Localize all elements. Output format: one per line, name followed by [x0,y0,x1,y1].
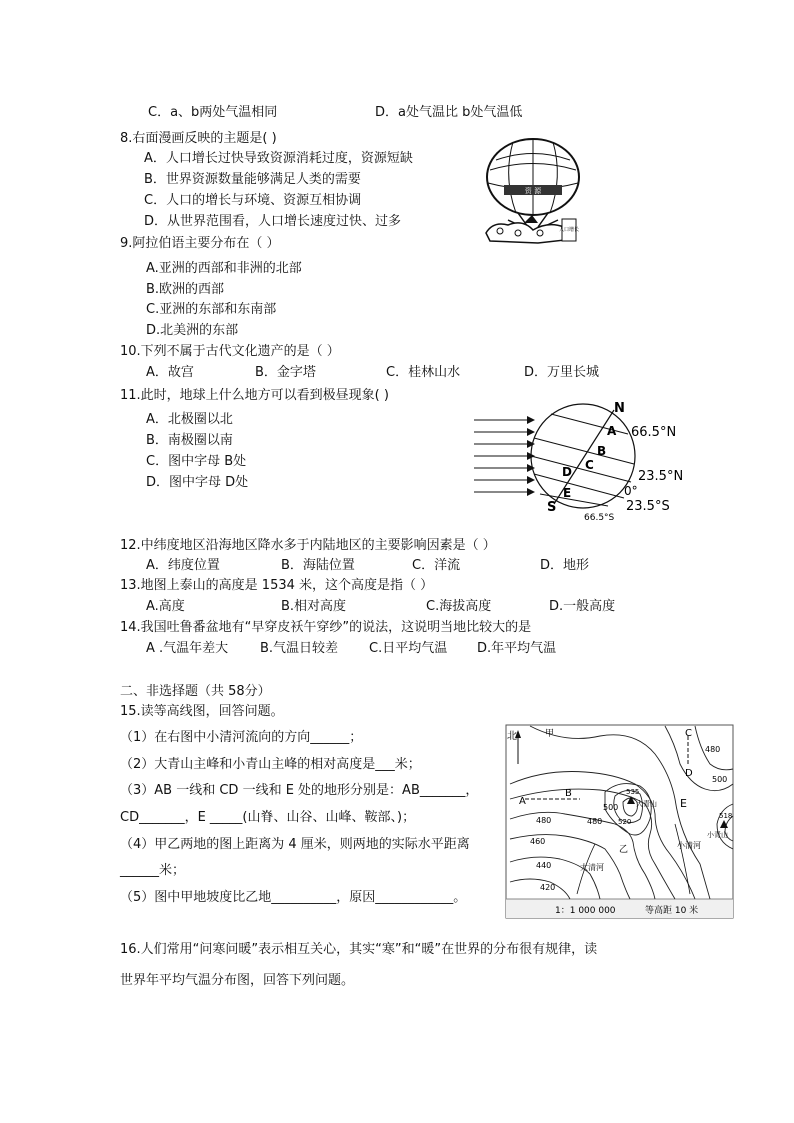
q9-option-b: B.欧洲的西部 [146,282,225,297]
q9-option-d: D.北美洲的东部 [146,323,239,338]
q13-option-d: D.一般高度 [549,599,616,614]
q10-option-c: C．桂林山水 [386,365,461,380]
q10-option-b: B．金字塔 [255,365,316,380]
q11-option-c: C．图中字母 B处 [146,454,247,469]
q15-line-7: （5）图中甲地坡度比乙地__________，原因____________。 [120,890,467,905]
q15-line-5: （4）甲乙两地的图上距离为 4 厘米，则两地的实际水平距离 [120,837,470,852]
cartoon-resource-label: 资 源 [524,187,542,195]
lat-66-5s: 66.5°S [584,513,615,523]
q13-option-a: A.高度 [146,599,185,614]
q9-option-a: A.亚洲的西部和非洲的北部 [146,261,302,276]
label-c: C [685,728,692,739]
contour-label-500-right: 500 [712,775,728,784]
q13-option-c: C.海拔高度 [426,599,492,614]
q9-stem: 9.阿拉伯语主要分布在（ ） [120,236,280,251]
contour-label-480-top: 480 [705,745,721,754]
diagram-label-e: E [563,486,572,500]
q12-option-c: C．洋流 [412,558,461,573]
q15-line-4: CD_______，E _____(山脊、山谷、山峰、鞍部、)； [120,810,416,825]
label-a: A [519,796,526,807]
q10-option-d: D．万里长城 [524,365,600,380]
peak2-height-label: 518 [719,812,733,820]
q15-line-3: （3）AB 一线和 CD 一线和 E 处的地形分别是：AB_______， [120,783,479,798]
q7-option-d: D．a处气温比 b处气温低 [375,105,523,120]
q15-line-1: （1）在右图中小清河流向的方向______； [120,730,363,745]
q11-option-b: B．南极圈以南 [146,433,233,448]
q13-stem: 13.地图上泰山的高度是 1534 米，这个高度是指（ ） [120,578,434,593]
contour-label-500-center: 500 [603,803,619,812]
contour-label-420: 420 [540,883,556,892]
q16-line-1: 16.人们常用“问寒问暖”表示相互关心，其实“寒”和“暖”在世界的分布很有规律，读 [120,942,598,957]
diagram-label-c: C [585,458,594,472]
earth-illumination-diagram [468,398,704,524]
q9-option-c: C.亚洲的东部和东南部 [146,302,277,317]
contour-label-480-center: 480 [587,817,603,826]
q14-option-d: D.年平均气温 [477,641,557,656]
q8-stem: 8.右面漫画反映的主题是( ) [120,131,277,146]
diagram-label-s: S [547,500,557,515]
lat-0: 0° [624,484,638,498]
q14-option-c: C.日平均气温 [369,641,448,656]
map-scale: 1：1 000 000 [555,906,616,916]
contour-interval: 等高距 10 米 [645,906,699,916]
contour-label-460: 460 [530,837,546,846]
label-e: E [680,797,687,810]
diagram-label-n: N [614,401,625,416]
q8-option-a: A．人口增长过快导致资源消耗过度，资源短缺 [144,151,413,166]
q15-line-6: ______米； [120,863,186,878]
label-b: B [565,788,572,799]
q10-option-a: A．故宫 [146,365,194,380]
contour-label-520: 520 [618,818,632,826]
contour-label-440: 440 [536,861,552,870]
population-resource-cartoon [478,135,588,247]
label-jia: 甲 [545,729,555,739]
q14-option-a: A .气温年差大 [146,641,229,656]
label-d: D [685,768,693,779]
lat-23-5s: 23.5°S [626,499,670,514]
diagram-label-b: B [597,444,607,458]
section-title: 二、非选择题（共 58分） [120,684,271,699]
q7-option-c: C．a、b两处气温相同 [148,105,278,120]
q12-option-a: A．纬度位置 [146,558,220,573]
lat-23-5n: 23.5°N [638,469,684,484]
q14-stem: 14.我国吐鲁番盆地有“早穿皮袄午穿纱”的说法，这说明当地比较大的是 [120,620,532,635]
cartoon-population-label: 人口增长 [558,227,580,233]
peak2-name-label: 小青山 [707,831,728,839]
river-small-label: 小清河 [677,841,701,850]
q16-line-2: 世界年平均气温分布图，回答下列问题。 [120,973,355,988]
contour-map [505,724,734,919]
q15-stem: 15.读等高线图，回答问题。 [120,704,284,719]
peak-name-label: 大青山 [636,800,657,808]
peak-height-label: 535 [626,788,640,796]
q11-stem: 11.此时，地球上什么地方可以看到极昼现象( ) [120,388,389,403]
q8-option-b: B．世界资源数量能够满足人类的需要 [144,172,361,187]
q13-option-b: B.相对高度 [281,599,347,614]
diagram-label-d: D [562,465,572,479]
q11-option-d: D．图中字母 D处 [146,475,249,490]
contour-label-480-left: 480 [536,816,552,825]
q10-stem: 10.下列不属于古代文化遗产的是（ ） [120,344,340,359]
river-big-label: 大清河 [580,863,604,872]
q12-option-d: D．地形 [540,558,590,573]
q12-option-b: B．海陆位置 [281,558,355,573]
q14-option-b: B.气温日较差 [260,641,339,656]
diagram-label-a: A [607,424,617,438]
q11-option-a: A．北极圈以北 [146,412,233,427]
north-label: 北 [507,731,517,742]
q8-option-c: C．人口的增长与环境、资源互相协调 [144,193,362,208]
lat-66-5n: 66.5°N [631,425,677,440]
q8-option-d: D．从世界范围看，人口增长速度过快、过多 [144,214,402,229]
label-yi: 乙 [619,845,629,855]
q12-stem: 12.中纬度地区沿海地区降水多于内陆地区的主要影响因素是（ ） [120,538,496,553]
q15-line-2: （2）大青山主峰和小青山主峰的相对高度是___米； [120,757,421,772]
